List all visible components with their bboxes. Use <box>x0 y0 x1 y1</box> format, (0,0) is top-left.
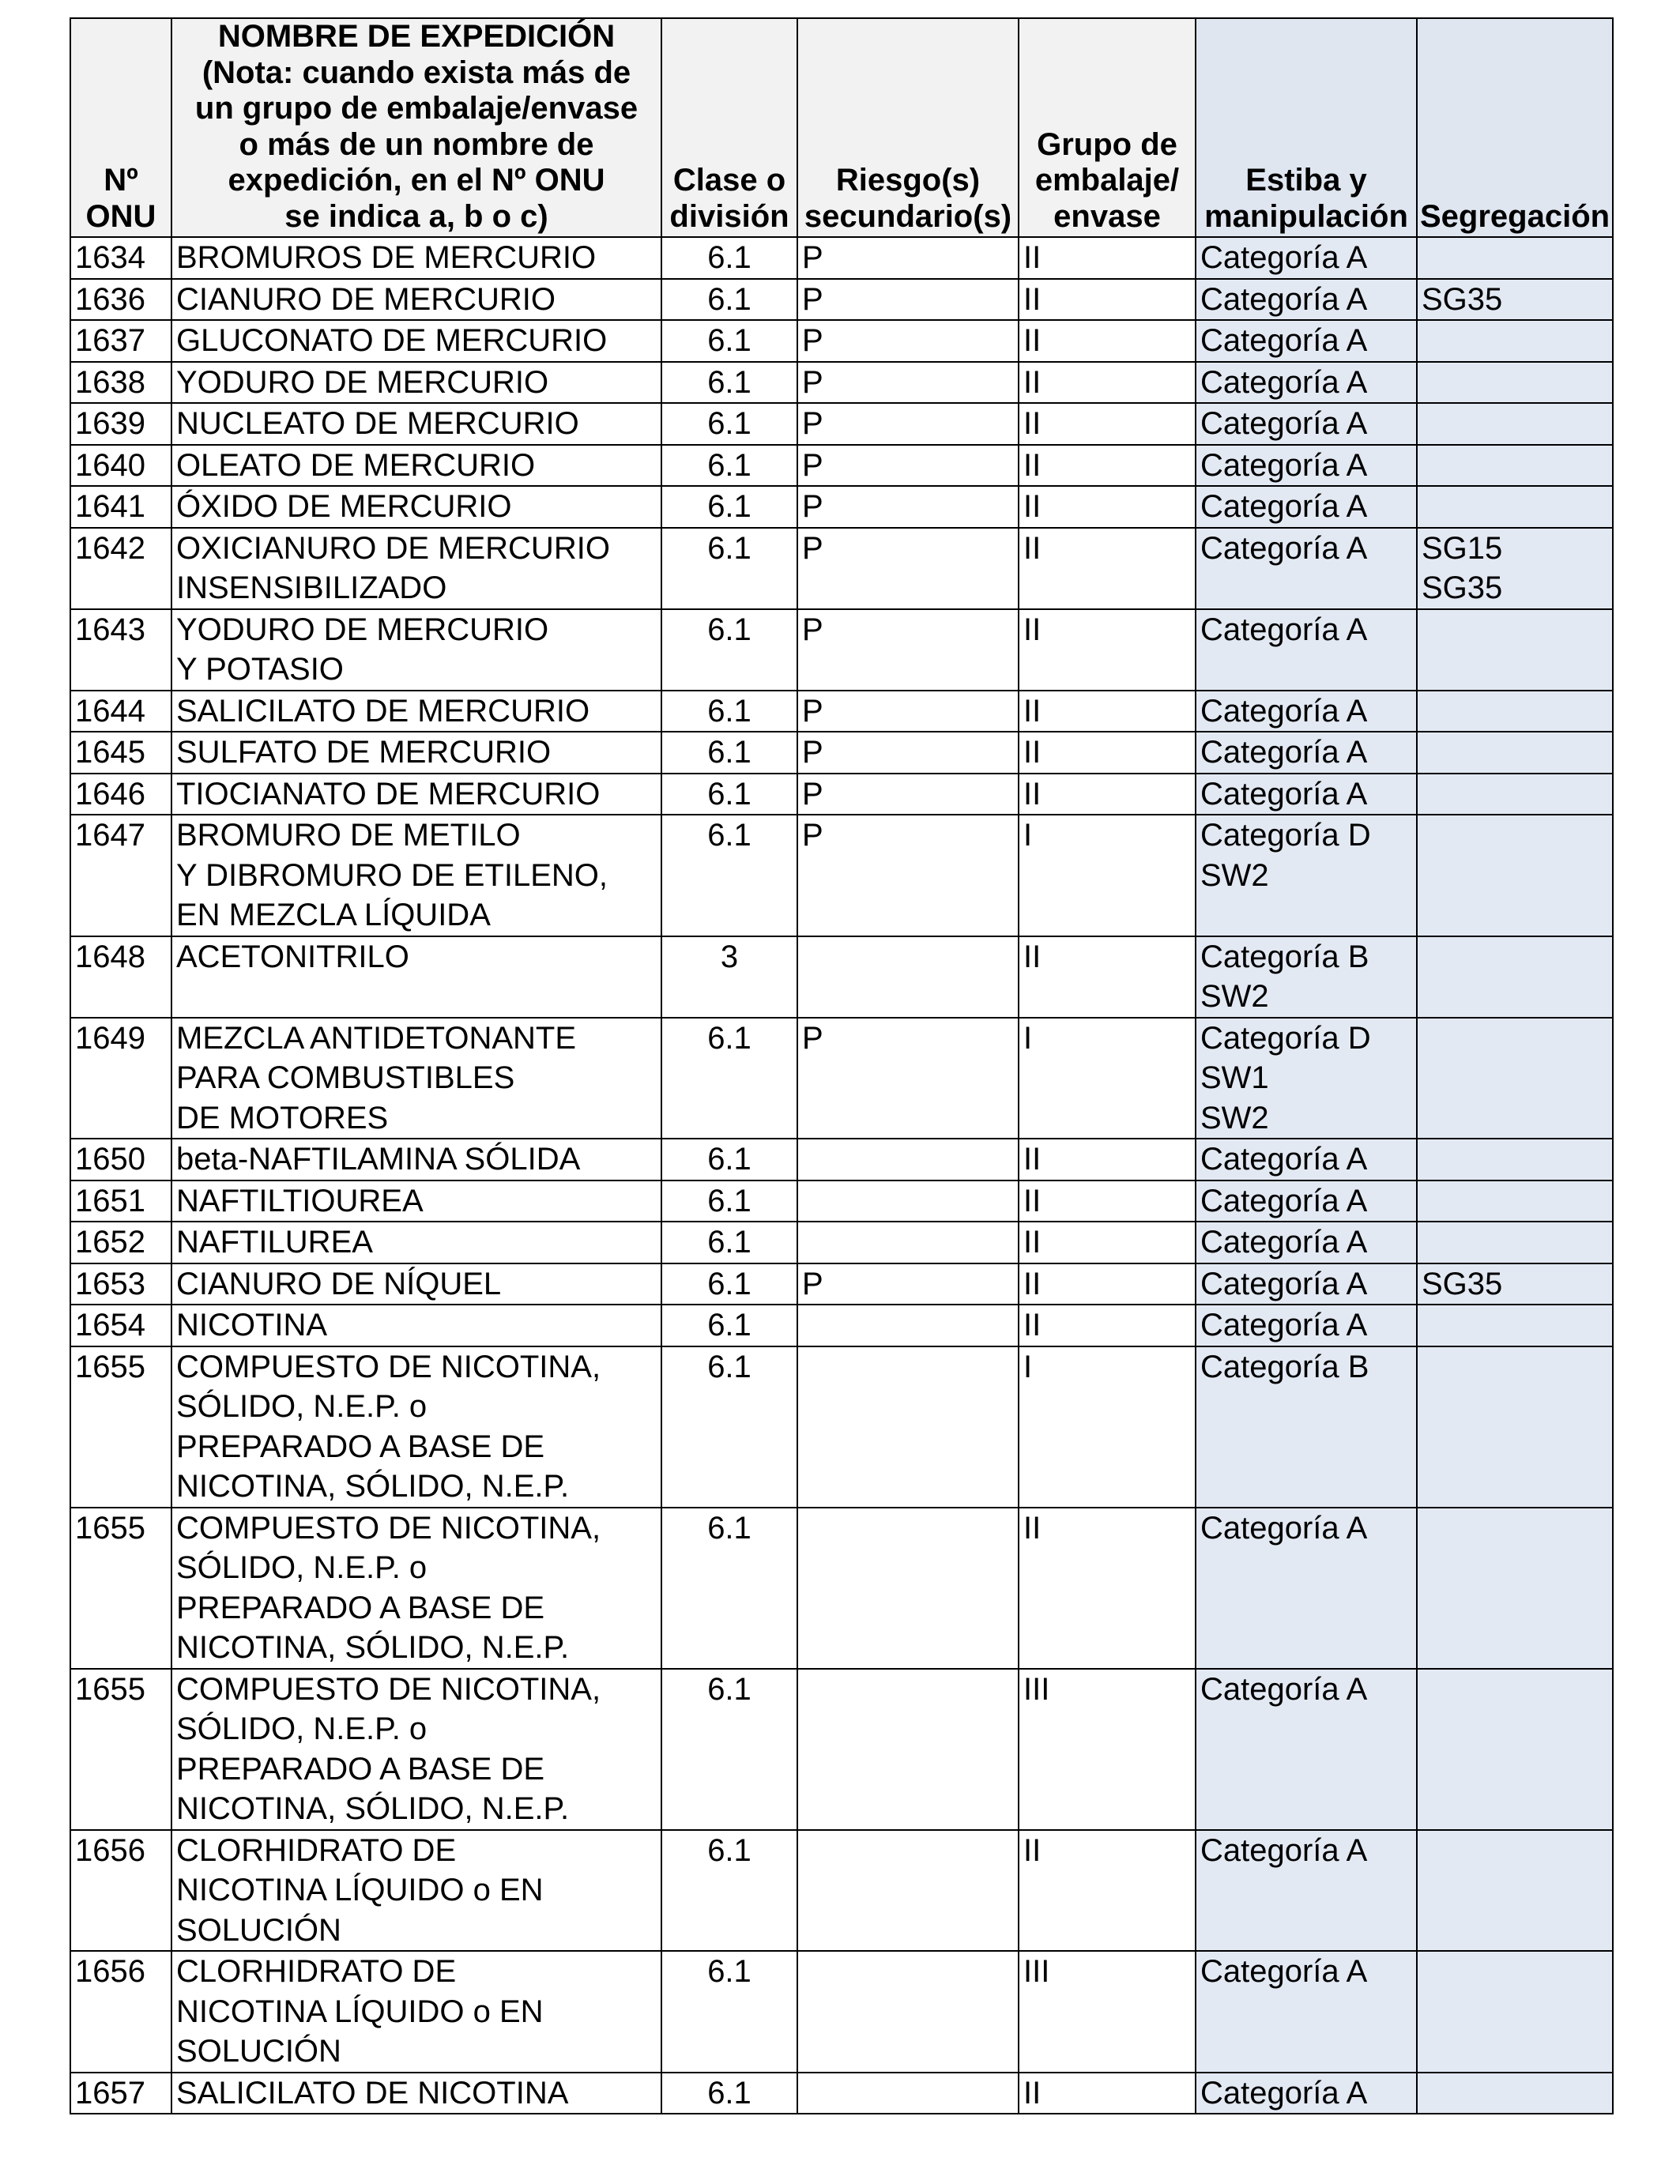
seg-line: SG35 <box>1422 281 1503 317</box>
cell-packing-group: II <box>1019 279 1196 321</box>
table-row <box>70 1305 1613 1346</box>
name-line: SALICILATO DE MERCURIO <box>176 693 590 729</box>
table-row <box>70 528 1613 609</box>
cell-un-number: 1648 <box>70 936 171 1018</box>
stow-line: Categoría A <box>1200 2075 1368 2111</box>
table-row <box>70 237 1613 279</box>
cell-packing-group: II <box>1019 1180 1196 1222</box>
cell-subsidiary-risk: P <box>797 237 1019 279</box>
cell-packing-group: II <box>1019 1263 1196 1305</box>
name-line: OLEATO DE MERCURIO <box>176 447 536 483</box>
name-line: SALICILATO DE NICOTINA <box>176 2075 569 2111</box>
cell-subsidiary-risk <box>797 1305 1019 1346</box>
cell-stowage <box>1196 936 1417 1018</box>
cell-segregation <box>1417 1830 1613 1952</box>
cell-packing-group: II <box>1019 774 1196 815</box>
name-line: CLORHIDRATO DE <box>176 1832 457 1868</box>
cell-subsidiary-risk <box>797 936 1019 1018</box>
header-class: Clase o división <box>661 18 797 237</box>
cell-un-number: 1637 <box>70 320 171 362</box>
stow-line: Categoría A <box>1200 1671 1368 1707</box>
cell-subsidiary-risk <box>797 1346 1019 1508</box>
name-line: SÓLIDO, N.E.P. o <box>176 1550 428 1585</box>
cell-class: 6.1 <box>661 774 797 815</box>
stow-line: Categoría A <box>1200 406 1368 441</box>
cell-subsidiary-risk <box>797 1951 1019 2073</box>
table-row <box>70 1830 1613 1952</box>
cell-stowage <box>1196 320 1417 362</box>
cell-un-number: 1644 <box>70 691 171 732</box>
cell-shipping-name <box>171 362 661 404</box>
cell-un-number: 1651 <box>70 1180 171 1222</box>
table-row <box>70 403 1613 445</box>
cell-shipping-name <box>171 1830 661 1952</box>
cell-un-number: 1656 <box>70 1951 171 2073</box>
cell-packing-group: II <box>1019 403 1196 445</box>
cell-stowage <box>1196 774 1417 815</box>
cell-stowage <box>1196 445 1417 487</box>
header-shipping-name: NOMBRE DE EXPEDICIÓN (Nota: cuando exista más de un grupo de embalaje/envase o más de un nombre de expedición, en el Nº ONU se indica a, b o c) <box>171 18 661 237</box>
cell-class: 6.1 <box>661 1180 797 1222</box>
stow-line: Categoría A <box>1200 776 1368 811</box>
cell-subsidiary-risk: P <box>797 403 1019 445</box>
cell-shipping-name <box>171 403 661 445</box>
cell-segregation <box>1417 1669 1613 1830</box>
cell-packing-group: I <box>1019 1018 1196 1139</box>
cell-packing-group: II <box>1019 1830 1196 1952</box>
name-line: NICOTINA, SÓLIDO, N.E.P. <box>176 1791 570 1826</box>
cell-un-number: 1649 <box>70 1018 171 1139</box>
table-row <box>70 1508 1613 1669</box>
name-line: beta-NAFTILAMINA SÓLIDA <box>176 1142 581 1177</box>
cell-packing-group: II <box>1019 609 1196 691</box>
cell-class: 6.1 <box>661 403 797 445</box>
cell-class: 6.1 <box>661 1951 797 2073</box>
cell-stowage <box>1196 1951 1417 2073</box>
cell-subsidiary-risk: P <box>797 528 1019 609</box>
cell-subsidiary-risk: P <box>797 320 1019 362</box>
cell-shipping-name <box>171 445 661 487</box>
table-row <box>70 1139 1613 1180</box>
cell-un-number: 1652 <box>70 1222 171 1263</box>
cell-subsidiary-risk: P <box>797 774 1019 815</box>
cell-stowage <box>1196 1305 1417 1346</box>
name-line: PREPARADO A BASE DE <box>176 1751 545 1787</box>
cell-stowage <box>1196 2073 1417 2114</box>
cell-subsidiary-risk <box>797 1830 1019 1952</box>
cell-shipping-name <box>171 528 661 609</box>
stow-line: Categoría A <box>1200 447 1368 483</box>
name-line: MEZCLA ANTIDETONANTE <box>176 1020 577 1056</box>
cell-un-number: 1647 <box>70 815 171 936</box>
table-row <box>70 2073 1613 2114</box>
cell-segregation <box>1417 936 1613 1018</box>
cell-packing-group: II <box>1019 691 1196 732</box>
cell-segregation <box>1417 1018 1613 1139</box>
name-line: SOLUCIÓN <box>176 1912 341 1948</box>
stow-line: Categoría A <box>1200 735 1368 770</box>
stow-line: Categoría A <box>1200 323 1368 358</box>
cell-class: 6.1 <box>661 1139 797 1180</box>
cell-class: 6.1 <box>661 1508 797 1669</box>
cell-shipping-name <box>171 732 661 774</box>
cell-stowage <box>1196 1669 1417 1830</box>
cell-un-number: 1641 <box>70 486 171 528</box>
cell-un-number: 1656 <box>70 1830 171 1952</box>
header-subsidiary-risk: Riesgo(s) secundario(s) <box>797 18 1019 237</box>
name-line: OXICIANURO DE MERCURIO <box>176 530 610 566</box>
cell-packing-group: II <box>1019 1139 1196 1180</box>
cell-segregation <box>1417 320 1613 362</box>
name-line: ÓXIDO DE MERCURIO <box>176 489 512 524</box>
cell-stowage <box>1196 732 1417 774</box>
name-line: INSENSIBILIZADO <box>176 570 447 605</box>
cell-subsidiary-risk <box>797 1139 1019 1180</box>
cell-stowage <box>1196 403 1417 445</box>
cell-segregation <box>1417 1346 1613 1508</box>
cell-packing-group: II <box>1019 1508 1196 1669</box>
stow-line: Categoría A <box>1200 364 1368 400</box>
cell-un-number: 1643 <box>70 609 171 691</box>
cell-segregation <box>1417 2073 1613 2114</box>
cell-stowage <box>1196 691 1417 732</box>
name-line: TIOCIANATO DE MERCURIO <box>176 776 601 811</box>
name-line: NUCLEATO DE MERCURIO <box>176 406 579 441</box>
stow-line: Categoría A <box>1200 1266 1368 1301</box>
cell-packing-group: II <box>1019 1305 1196 1346</box>
cell-un-number: 1645 <box>70 732 171 774</box>
header-row <box>70 18 1613 237</box>
name-line: CIANURO DE NÍQUEL <box>176 1266 502 1301</box>
cell-shipping-name <box>171 1669 661 1830</box>
name-line: ACETONITRILO <box>176 939 409 974</box>
cell-un-number: 1655 <box>70 1346 171 1508</box>
cell-subsidiary-risk: P <box>797 732 1019 774</box>
stow-line: Categoría B <box>1200 1349 1369 1384</box>
name-line: BROMURO DE METILO <box>176 818 521 853</box>
cell-segregation <box>1417 445 1613 487</box>
stow-line: Categoría A <box>1200 281 1368 317</box>
table-row <box>70 1222 1613 1263</box>
cell-un-number: 1657 <box>70 2073 171 2114</box>
name-line: NICOTINA LÍQUIDO o EN <box>176 1873 544 1907</box>
cell-subsidiary-risk <box>797 1222 1019 1263</box>
cell-shipping-name <box>171 609 661 691</box>
cell-stowage <box>1196 815 1417 936</box>
cell-segregation <box>1417 237 1613 279</box>
table-row <box>70 362 1613 404</box>
name-line: Y POTASIO <box>176 652 344 687</box>
cell-class: 6.1 <box>661 528 797 609</box>
cell-shipping-name <box>171 815 661 936</box>
table-row <box>70 815 1613 936</box>
cell-un-number: 1655 <box>70 1508 171 1669</box>
cell-shipping-name <box>171 486 661 528</box>
cell-un-number: 1640 <box>70 445 171 487</box>
name-line: CLORHIDRATO DE <box>176 1954 457 1989</box>
cell-segregation <box>1417 279 1613 321</box>
cell-shipping-name <box>171 691 661 732</box>
name-line: COMPUESTO DE NICOTINA, <box>176 1510 601 1546</box>
name-line: PREPARADO A BASE DE <box>176 1429 545 1464</box>
cell-shipping-name <box>171 1346 661 1508</box>
cell-shipping-name <box>171 1508 661 1669</box>
name-line: SOLUCIÓN <box>176 2034 341 2069</box>
name-line: SÓLIDO, N.E.P. o <box>176 1711 428 1746</box>
cell-segregation <box>1417 1139 1613 1180</box>
header-segregation: Segregación <box>1417 18 1613 237</box>
cell-packing-group: III <box>1019 1951 1196 2073</box>
name-line: CIANURO DE MERCURIO <box>176 281 556 317</box>
header-packing-group: Grupo de embalaje/ envase <box>1019 18 1196 237</box>
name-line: DE MOTORES <box>176 1100 389 1135</box>
cell-un-number: 1638 <box>70 362 171 404</box>
cell-stowage <box>1196 1346 1417 1508</box>
cell-packing-group: II <box>1019 1222 1196 1263</box>
cell-packing-group: II <box>1019 936 1196 1018</box>
cell-class: 6.1 <box>661 1669 797 1830</box>
cell-stowage <box>1196 237 1417 279</box>
cell-subsidiary-risk <box>797 1669 1019 1830</box>
cell-class: 6.1 <box>661 1018 797 1139</box>
cell-class: 6.1 <box>661 732 797 774</box>
table-row <box>70 609 1613 691</box>
cell-shipping-name <box>171 1263 661 1305</box>
table-row <box>70 1180 1613 1222</box>
dangerous-goods-table <box>70 17 1614 2114</box>
stow-line: SW2 <box>1200 857 1269 893</box>
cell-un-number: 1650 <box>70 1139 171 1180</box>
cell-class: 6.1 <box>661 2073 797 2114</box>
table-row <box>70 320 1613 362</box>
table-row <box>70 1018 1613 1139</box>
cell-class: 6.1 <box>661 1263 797 1305</box>
name-line: NICOTINA, SÓLIDO, N.E.P. <box>176 1630 570 1665</box>
table-body <box>70 237 1613 2114</box>
cell-packing-group: I <box>1019 1346 1196 1508</box>
cell-segregation <box>1417 486 1613 528</box>
cell-segregation <box>1417 691 1613 732</box>
name-line: EN MEZCLA LÍQUIDA <box>176 898 491 932</box>
cell-subsidiary-risk: P <box>797 691 1019 732</box>
cell-un-number: 1634 <box>70 237 171 279</box>
cell-un-number: 1636 <box>70 279 171 321</box>
cell-shipping-name <box>171 279 661 321</box>
cell-class: 6.1 <box>661 1222 797 1263</box>
table-row <box>70 486 1613 528</box>
cell-subsidiary-risk <box>797 2073 1019 2114</box>
cell-shipping-name <box>171 2073 661 2114</box>
name-line: NAFTILTIOUREA <box>176 1183 424 1218</box>
cell-packing-group: I <box>1019 815 1196 936</box>
cell-class: 3 <box>661 936 797 1018</box>
cell-subsidiary-risk: P <box>797 815 1019 936</box>
cell-subsidiary-risk: P <box>797 609 1019 691</box>
cell-class: 6.1 <box>661 362 797 404</box>
stow-line: SW2 <box>1200 1100 1269 1135</box>
cell-segregation <box>1417 1951 1613 2073</box>
cell-stowage <box>1196 528 1417 609</box>
cell-stowage <box>1196 279 1417 321</box>
cell-shipping-name <box>171 1180 661 1222</box>
name-line: BROMUROS DE MERCURIO <box>176 240 597 275</box>
cell-subsidiary-risk <box>797 1508 1019 1669</box>
cell-class: 6.1 <box>661 1830 797 1952</box>
table-row <box>70 936 1613 1018</box>
table-header <box>70 18 1613 237</box>
cell-shipping-name <box>171 1139 661 1180</box>
name-line: SÓLIDO, N.E.P. o <box>176 1389 428 1424</box>
cell-segregation <box>1417 362 1613 404</box>
cell-un-number: 1655 <box>70 1669 171 1830</box>
stow-line: SW2 <box>1200 979 1269 1014</box>
cell-segregation <box>1417 528 1613 609</box>
cell-segregation <box>1417 1222 1613 1263</box>
name-line: COMPUESTO DE NICOTINA, <box>176 1349 601 1384</box>
cell-packing-group: II <box>1019 362 1196 404</box>
stow-line: Categoría A <box>1200 612 1368 647</box>
cell-subsidiary-risk: P <box>797 1018 1019 1139</box>
cell-segregation <box>1417 1508 1613 1669</box>
cell-class: 6.1 <box>661 1346 797 1508</box>
name-line: Y DIBROMURO DE ETILENO, <box>176 857 608 893</box>
header-stowage: Estiba y manipulación <box>1196 18 1417 237</box>
cell-subsidiary-risk: P <box>797 445 1019 487</box>
cell-segregation <box>1417 1180 1613 1222</box>
cell-shipping-name <box>171 774 661 815</box>
cell-packing-group: II <box>1019 445 1196 487</box>
cell-packing-group: II <box>1019 528 1196 609</box>
stow-line: Categoría A <box>1200 1225 1368 1260</box>
cell-class: 6.1 <box>661 320 797 362</box>
stow-line: Categoría A <box>1200 1954 1368 1989</box>
cell-un-number: 1654 <box>70 1305 171 1346</box>
cell-class: 6.1 <box>661 279 797 321</box>
table-row <box>70 1951 1613 2073</box>
stow-line: Categoría A <box>1200 530 1368 566</box>
cell-stowage <box>1196 1222 1417 1263</box>
name-line: YODURO DE MERCURIO <box>176 612 549 647</box>
stow-line: Categoría A <box>1200 240 1368 275</box>
name-line: PARA COMBUSTIBLES <box>176 1060 515 1095</box>
cell-segregation <box>1417 403 1613 445</box>
stow-line: Categoría A <box>1200 693 1368 729</box>
name-line: NAFTILUREA <box>176 1225 373 1260</box>
cell-subsidiary-risk: P <box>797 279 1019 321</box>
cell-stowage <box>1196 1830 1417 1952</box>
cell-class: 6.1 <box>661 691 797 732</box>
stow-line: Categoría A <box>1200 1142 1368 1177</box>
name-line: PREPARADO A BASE DE <box>176 1590 545 1625</box>
table-row <box>70 691 1613 732</box>
table-row <box>70 279 1613 321</box>
cell-class: 6.1 <box>661 815 797 936</box>
cell-class: 6.1 <box>661 237 797 279</box>
cell-shipping-name <box>171 1951 661 2073</box>
stow-line: Categoría A <box>1200 489 1368 524</box>
cell-subsidiary-risk: P <box>797 362 1019 404</box>
table-row <box>70 1263 1613 1305</box>
seg-line: SG35 <box>1422 1266 1503 1301</box>
cell-subsidiary-risk <box>797 1180 1019 1222</box>
cell-shipping-name <box>171 237 661 279</box>
cell-shipping-name <box>171 1222 661 1263</box>
name-line: GLUCONATO DE MERCURIO <box>176 323 608 358</box>
cell-packing-group: II <box>1019 732 1196 774</box>
cell-shipping-name <box>171 320 661 362</box>
cell-packing-group: III <box>1019 1669 1196 1830</box>
cell-segregation <box>1417 609 1613 691</box>
name-line: NICOTINA, SÓLIDO, N.E.P. <box>176 1469 570 1504</box>
cell-class: 6.1 <box>661 1305 797 1346</box>
table-row <box>70 1669 1613 1830</box>
name-line: SULFATO DE MERCURIO <box>176 735 552 770</box>
cell-shipping-name <box>171 936 661 1018</box>
cell-packing-group: II <box>1019 2073 1196 2114</box>
table-row <box>70 1346 1613 1508</box>
seg-line: SG15 <box>1422 530 1503 566</box>
cell-subsidiary-risk: P <box>797 486 1019 528</box>
cell-stowage <box>1196 609 1417 691</box>
table-row <box>70 774 1613 815</box>
cell-class: 6.1 <box>661 445 797 487</box>
cell-shipping-name <box>171 1018 661 1139</box>
cell-segregation <box>1417 774 1613 815</box>
cell-un-number: 1646 <box>70 774 171 815</box>
stow-line: Categoría A <box>1200 1183 1368 1218</box>
cell-segregation <box>1417 732 1613 774</box>
stow-line: Categoría A <box>1200 1510 1368 1546</box>
cell-stowage <box>1196 1180 1417 1222</box>
stow-line: SW1 <box>1200 1060 1269 1095</box>
cell-segregation <box>1417 815 1613 936</box>
stow-line: Categoría A <box>1200 1308 1368 1342</box>
name-line: COMPUESTO DE NICOTINA, <box>176 1671 601 1707</box>
cell-segregation <box>1417 1263 1613 1305</box>
cell-class: 6.1 <box>661 486 797 528</box>
table-row <box>70 732 1613 774</box>
cell-stowage <box>1196 1508 1417 1669</box>
cell-un-number: 1653 <box>70 1263 171 1305</box>
cell-subsidiary-risk: P <box>797 1263 1019 1305</box>
stow-line: Categoría D <box>1200 1020 1371 1056</box>
cell-packing-group: II <box>1019 486 1196 528</box>
cell-stowage <box>1196 1263 1417 1305</box>
cell-stowage <box>1196 486 1417 528</box>
table-row <box>70 445 1613 487</box>
cell-packing-group: II <box>1019 320 1196 362</box>
cell-class: 6.1 <box>661 609 797 691</box>
cell-un-number: 1639 <box>70 403 171 445</box>
cell-stowage <box>1196 1139 1417 1180</box>
name-line: YODURO DE MERCURIO <box>176 364 549 400</box>
stow-line: Categoría D <box>1200 818 1371 853</box>
stow-line: Categoría A <box>1200 1832 1368 1868</box>
cell-packing-group: II <box>1019 237 1196 279</box>
cell-stowage <box>1196 362 1417 404</box>
cell-un-number: 1642 <box>70 528 171 609</box>
header-un-number: Nº ONU <box>70 18 171 237</box>
name-line: NICOTINA <box>176 1308 328 1342</box>
cell-shipping-name <box>171 1305 661 1346</box>
name-line: NICOTINA LÍQUIDO o EN <box>176 1994 544 2029</box>
cell-segregation <box>1417 1305 1613 1346</box>
stow-line: Categoría B <box>1200 939 1369 974</box>
cell-stowage <box>1196 1018 1417 1139</box>
seg-line: SG35 <box>1422 570 1503 605</box>
